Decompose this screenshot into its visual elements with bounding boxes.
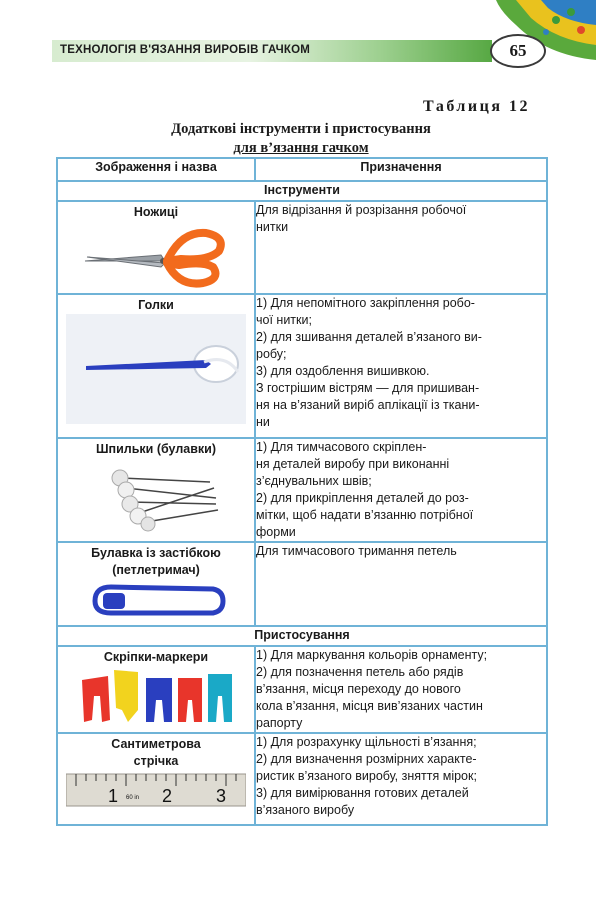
table-title-line2: для в’язання гачком [233,140,369,156]
item-name-line1: Булавка із застібкою [91,546,221,560]
purpose-cell [255,646,547,733]
table-row [57,294,547,438]
markers-icon [76,666,236,726]
purpose-line: нитки [256,220,289,234]
purpose-line: 1) Для розрахунку щільності в’язання; [256,735,477,749]
tape-number: 1 [108,786,119,806]
purpose-line: 1) Для непомітного закріплення робо- [256,296,475,310]
page-number: 65 [490,34,546,68]
table-row [57,646,547,733]
item-cell [57,733,255,825]
item-name: Ножиці [133,205,179,219]
scissors-icon [81,221,231,291]
table-title-line1: Додаткові інструменти і пристосування [171,121,431,137]
purpose-line: З гострішим вістрям — для пришиван- [256,381,480,395]
purpose-line: ня деталей виробу при виконанні [256,457,450,471]
purpose-line: рапорту [256,716,303,730]
running-header [52,40,492,62]
pins-icon [86,458,226,534]
column-header-purpose: Призначення [255,158,547,181]
item-name: Шпильки (булавки) [95,442,217,456]
item-name-line1: Сантиметрова [111,737,201,751]
purpose-line: мітки, щоб надати в’язанню потрібної [256,508,474,522]
purpose-line: 1) Для тимчасового скріплен- [256,440,427,454]
table-label: Таблиця 12 [423,98,530,115]
purpose-line: 3) для оздоблення вишивкою. [256,364,430,378]
purpose-line: робу; [256,347,287,361]
purpose-cell [255,438,547,542]
purpose-line: в’язаного виробу [256,803,355,817]
table-row [57,438,547,542]
purpose-line: 2) для позначення петель або рядів [256,665,464,679]
item-cell [57,438,255,542]
purpose-cell [255,201,547,294]
purpose-cell [255,542,547,626]
purpose-cell [255,733,547,825]
purpose-line: 2) для визначення розмірних характе- [256,752,477,766]
table-title [56,120,546,158]
tape-number: 3 [216,786,227,806]
purpose-line: форми [256,525,296,539]
purpose-line: кола в’язання, місця вив’язаних частин [256,699,483,713]
item-name: Скріпки-маркери [103,650,209,664]
purpose-line: Для тимчасового тримання петель [256,544,457,558]
tape-number: 2 [162,786,173,806]
purpose-line: чої нитки; [256,313,312,327]
item-cell [57,542,255,626]
purpose-line: ня на в’язаний виріб аплікації із ткани- [256,398,480,412]
table-row [57,542,547,626]
purpose-line: ни [256,415,270,429]
purpose-line: з’єднувальних швів; [256,474,372,488]
table-row [57,201,547,294]
tape-unit: 60 in [126,795,140,801]
column-header-image: Зображення і назва [57,158,255,181]
purpose-line: 2) для зшивання деталей в’язаного ви- [256,330,482,344]
tape-measure-icon [66,770,246,810]
purpose-line: Для відрізання й розрізання робочої [256,203,467,217]
item-name: Голки [138,298,174,312]
purpose-line: 2) для прикріплення деталей до роз- [256,491,469,505]
item-cell [57,646,255,733]
purpose-line: 1) Для маркування кольорів орнаменту; [256,648,488,662]
table-header-row [57,158,547,181]
section-row-devices [57,626,547,646]
section-title-devices: Пристосування [57,626,547,646]
item-name [58,734,254,770]
table-row [57,733,547,825]
purpose-cell [255,294,547,438]
item-name-line2: (петлетримач) [112,563,200,577]
header-title: ТЕХНОЛОГІЯ В'ЯЗАННЯ ВИРОБІВ ГАЧКОМ [60,44,311,56]
section-row-tools [57,181,547,201]
item-cell [57,294,255,438]
purpose-line: ристик в’язаного виробу, зняття мірок; [256,769,477,783]
needle-icon [66,314,246,424]
stitch-holder-icon [81,579,231,621]
item-name [58,543,254,579]
item-cell [57,201,255,294]
item-name-line2: стрічка [133,754,179,768]
purpose-line: 3) для вимірювання готових деталей [256,786,469,800]
purpose-line: в’язання, місця переходу до нового [256,682,461,696]
section-title-tools: Інструменти [57,181,547,201]
tools-table [56,157,548,826]
